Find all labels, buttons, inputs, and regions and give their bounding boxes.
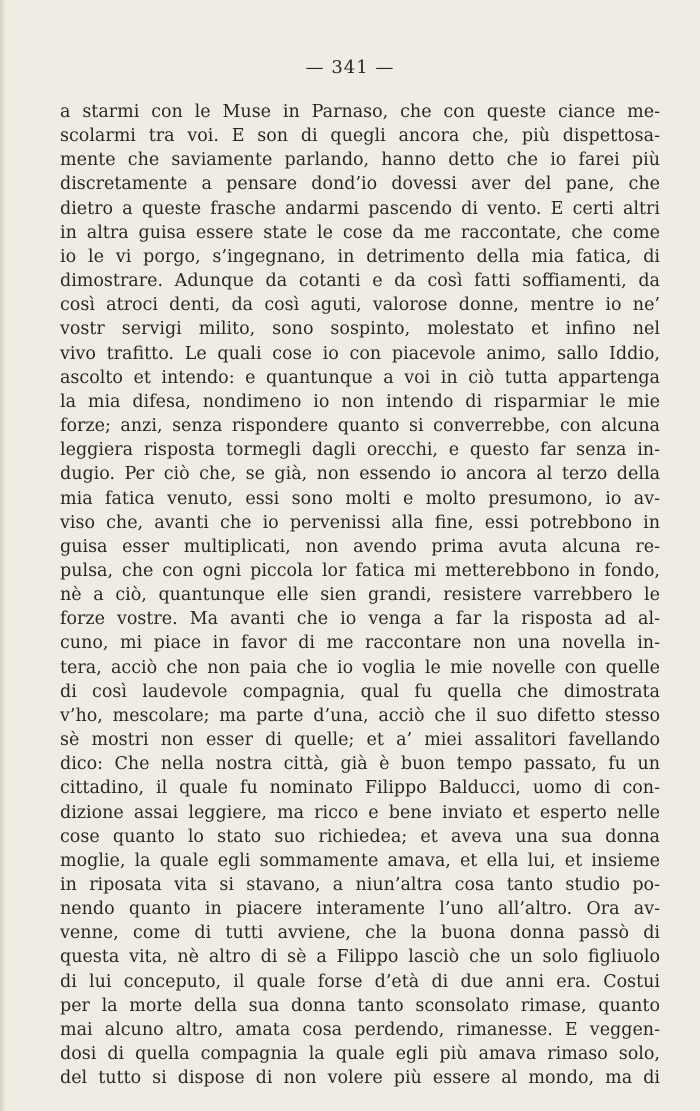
text-line: dietro a queste frasche andarmi pascendo di vento. E certi altri: [60, 198, 660, 219]
text-line: leggiera risposta tormegli dagli orecchi, e questo far senza in-: [60, 440, 660, 461]
text-line: viso che, avanti che io pervenissi alla fine, essi potrebbono in: [60, 512, 660, 533]
text-line: dimostrare. Adunque da cotanti e da così fatti soffiamenti, da: [60, 271, 660, 292]
text-line: v’ho, mescolare; ma parte d’una, acciò che il suo difetto stesso: [60, 705, 660, 726]
text-line: ascolto et intendo: e quantunque a voi in ciò tutta appartenga: [60, 367, 660, 388]
text-line: moglie, la quale egli sommamente amava, et ella lui, et insieme: [60, 850, 660, 871]
text-line: a starmi con le Muse in Parnaso, che con queste ciance me-: [60, 102, 660, 122]
page-edge: [0, 0, 6, 1111]
body-text: [60, 100, 660, 1090]
text-line: forze vostre. Ma avanti che io venga a far la risposta ad al-: [60, 609, 660, 630]
text-line: in altra guisa essere state le cose da me raccontate, che come: [60, 222, 660, 243]
text-line: cittadino, il quale fu nominato Filippo Balducci, uomo di con-: [60, 778, 660, 799]
text-line: vostr servigi milito, sono sospinto, molestato et infino nel: [60, 319, 660, 340]
text-line: nè a ciò, quantunque elle sien grandi, resistere varrebbero le: [60, 585, 660, 606]
text-line: mente che saviamente parlando, hanno detto che io farei più: [60, 150, 660, 171]
text-line: sè mostri non esser di quelle; et a’ miei assalitori favellando: [60, 730, 660, 751]
text-line: dizione assai leggiere, ma ricco e bene inviato et esperto nelle: [60, 802, 660, 823]
text-line: per la morte della sua donna tanto sconsolato rimase, quanto: [60, 995, 660, 1016]
text-line: vivo trafitto. Le quali cose io con piacevole animo, sallo Iddio,: [60, 343, 660, 364]
page-number: — 341 —: [305, 57, 395, 78]
text-line: dosi di quella compagnia la quale egli più amava rimaso solo,: [60, 1044, 660, 1065]
text-line: venne, come di tutti avviene, che la buona donna passò di: [60, 923, 660, 944]
text-line: mia fatica venuto, essi sono molti e molto presumono, io av-: [60, 488, 660, 509]
text-line: di così laudevole compagnia, qual fu quella che dimostrata: [60, 681, 660, 702]
text-line: dico: Che nella nostra città, già è buon tempo passato, fu un: [60, 754, 660, 775]
text-line: pulsa, che con ogni piccola lor fatica mi metterebbono in fondo,: [60, 560, 660, 581]
text-line: mai alcuno altro, amata cosa perdendo, rimanesse. E veggen-: [60, 1019, 660, 1040]
text-line: discretamente a pensare dond’io dovessi aver del pane, che: [60, 174, 660, 195]
text-line: dugio. Per ciò che, se già, non essendo io ancora al terzo della: [60, 464, 660, 485]
text-line: cuno, mi piace in favor di me raccontare non una novella in-: [60, 633, 660, 654]
text-line: nendo quanto in piacere interamente l’uno all’altro. Ora av-: [60, 899, 660, 920]
text-line: tera, acciò che non paia che io voglia le mie novelle con quelle: [60, 657, 660, 678]
text-line: di lui conceputo, il quale forse d’età di due anni era. Costui: [60, 971, 660, 992]
text-line: forze; anzi, senza rispondere quanto si converrebbe, con alcuna: [60, 416, 660, 437]
text-line: scolarmi tra voi. E son di quegli ancora che, più dispettosa-: [60, 126, 660, 147]
text-line: del tutto si dispose di non volere più essere al mondo, ma di: [60, 1068, 660, 1089]
text-line: io le vi porgo, s’ingegnano, in detrimento della mia fatica, di: [60, 246, 660, 267]
text-line: guisa esser multiplicati, non avendo prima avuta alcuna re-: [60, 536, 660, 557]
text-line: così atroci denti, da così aguti, valorose donne, mentre io ne’: [60, 295, 660, 316]
text-line: cose quanto lo stato suo richiedea; et aveva una sua donna: [60, 826, 660, 847]
text-line: questa vita, nè altro di sè a Filippo lasciò che un solo figliuolo: [60, 947, 660, 968]
text-line: in riposata vita si stavano, a niun’altra cosa tanto studio po-: [60, 875, 660, 895]
text-line: la mia difesa, nondimeno io non intendo di risparmiar le mie: [60, 391, 660, 412]
